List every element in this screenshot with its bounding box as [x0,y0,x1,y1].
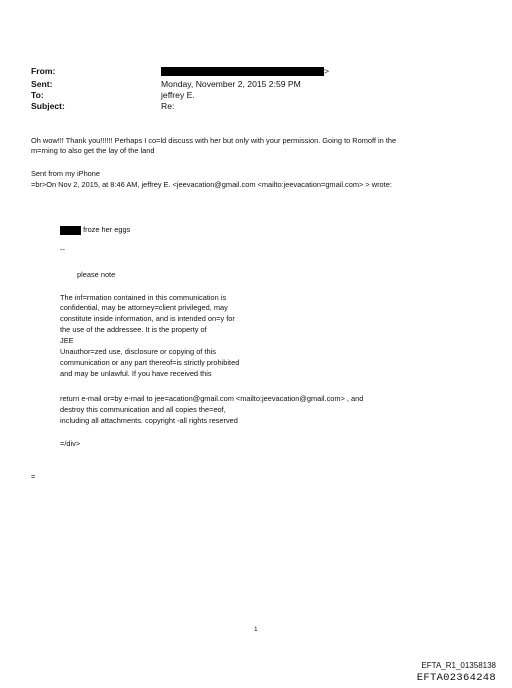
subject-label: Subject: [31,101,65,111]
signature-dashes: -- [60,245,65,254]
disclaimer-line: the use of the addressee. It is the property of [60,325,207,334]
redaction-bar [60,226,81,235]
subject-value: Re: [161,101,175,111]
disclaimer-line: JEE [60,336,74,345]
body-line-2: m=rning to also get the lay of the land [31,146,155,155]
disclaimer-line: communication or any part thereof=is strictly prohibited [60,358,240,367]
disclaimer-line: constitute inside information, and is intended on=y for [60,314,235,323]
closing-div-text: =/div> [60,439,81,448]
sent-from-line: Sent from my iPhone [31,169,101,178]
from-value [161,66,329,77]
bates-number-2: EFTA02364248 [416,672,496,684]
from-suffix: > [324,66,330,76]
to-label: To: [31,90,44,100]
sent-label: Sent: [31,79,53,89]
page-number: 1 [254,626,258,633]
disclaimer-line: and may be unlawful. If you have received this [60,369,212,378]
stray-mark: = [31,472,36,481]
return-line: return e-mail or=by e-mail to jee=acation@gmail.com <mailto:jeevacation@gmail.com> , and [60,394,364,403]
disclaimer-line: The inf=rmation contained in this communication is [60,293,227,302]
return-line: including all attachments. copyright -all rights reserved [60,416,238,425]
please-note: please note [77,270,116,279]
bates-number-1: EFTA_R1_01358138 [421,661,496,670]
froze-text: froze her eggs [83,225,131,234]
body-line-1: Oh wow!!! Thank you!!!!!! Perhaps I co=ld discuss with her but only with your permission. Going to Romoff in the [31,136,397,145]
disclaimer-line: confidential, may be attorney=client privileged, may [60,303,228,312]
froze-line [60,225,130,236]
from-label: From: [31,66,56,76]
redaction-bar [161,67,324,76]
disclaimer-line: Unauthor=zed use, disclosure or copying of this [60,347,216,356]
return-line: destroy this communication and all copies the=eof, [60,405,226,414]
to-value: jeffrey E. [161,90,195,100]
sent-value: Monday, November 2, 2015 2:59 PM [161,79,301,89]
quote-intro-line: =br>On Nov 2, 2015, at 8:46 AM, jeffrey E. <jeevacation@gmail.com <mailto:jeevacation=gmail.com> > wrote: [31,180,392,189]
